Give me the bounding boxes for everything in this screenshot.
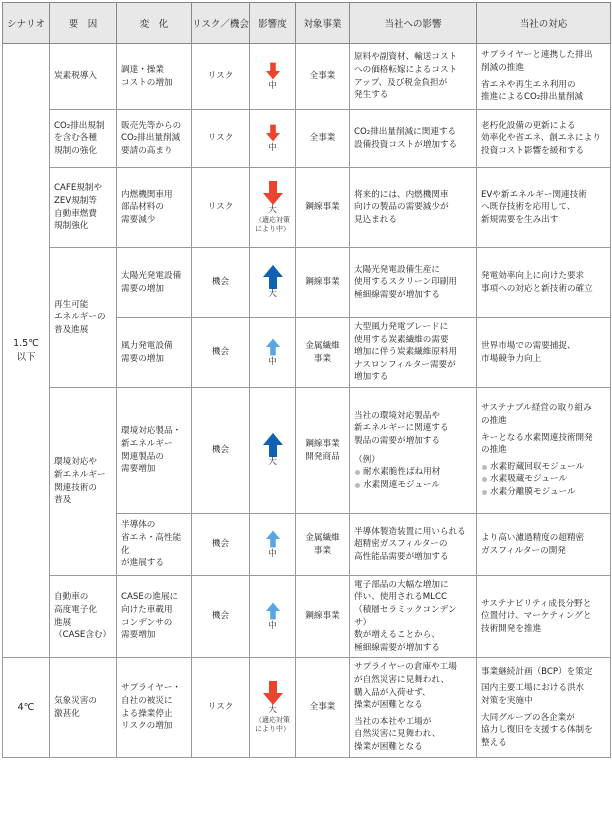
effect-label: 大 [268, 457, 277, 467]
effect-cell [250, 44, 296, 110]
table-row [3, 110, 611, 168]
impact-text: 半導体製造装置に用いられる 超精密ガスフィルターの 高性能品需要が増加する [354, 526, 466, 562]
up-arrow-icon [266, 529, 280, 549]
risk-opportunity-cell: リスク [192, 44, 250, 110]
up-arrow-icon [266, 337, 280, 357]
impact-text: 太陽光発電設備生産に 使用するスクリーン印刷用 極細線需要が増加する [354, 264, 457, 300]
change-cell: CASEの進展に 向けた車載用 コンデンサの 需要増加 [117, 576, 192, 658]
header-risk-opportunity: リスク／機会 [192, 3, 250, 44]
factor-cell: 環境対応や 新エネルギー 関連技術の 普及 [50, 388, 117, 576]
impact-text: 耐水素脆性ばね用材 [354, 466, 472, 479]
impact-cell [350, 110, 477, 168]
impact-text: サプライヤーの倉庫や工場 が自然災害に見舞われ、 購入品が入荷せず、 操業が困難となる [354, 662, 457, 711]
impact-cell [350, 248, 477, 318]
response-text: 大同グループの各企業が 協力し復旧を支援する体制を 整える [481, 712, 593, 748]
factor-cell: 自動車の 高度電子化 進展 （CASE含む） [50, 576, 117, 658]
header-row [3, 3, 611, 44]
header-effect: 影響度 [250, 3, 296, 44]
response-cell [477, 248, 611, 318]
down-arrow-icon [266, 123, 280, 143]
change-cell: サプライヤー・ 自社の被災に よる操業停止 リスクの増加 [117, 658, 192, 758]
effect-note: （適応対策 により中） [255, 216, 290, 233]
impact-text: 将来的には、内燃機関車 向けの製品の需要減少が 見込まれる [354, 189, 449, 225]
response-text: 国内主要工場における洪水 対策を実施中 [481, 683, 585, 706]
down-arrow-icon [266, 61, 280, 81]
effect-label: 中 [268, 143, 277, 153]
effect-label: 中 [268, 549, 277, 559]
effect-cell [250, 110, 296, 168]
response-cell [477, 514, 611, 576]
down-arrow-icon [263, 181, 283, 205]
change-cell: 内燃機関車用 部品材料の 需要減少 [117, 168, 192, 248]
impact-text: 原料や副資材、輸送コスト への価格転嫁によるコスト アップ、及び税金負担が 発生する [354, 52, 458, 101]
factor-cell: 炭素税導入 [50, 44, 117, 110]
header-change: 変 化 [117, 3, 192, 44]
risk-opportunity-cell: リスク [192, 168, 250, 248]
response-text: より高い濾過精度の超精密 ガスフィルターの開発 [481, 532, 585, 556]
impact-cell [350, 44, 477, 110]
table-row [3, 388, 611, 514]
table-row [3, 168, 611, 248]
response-text: サプライヤーと連携した排出 削減の推進 [481, 50, 593, 73]
header-target-business: 対象事業 [296, 3, 350, 44]
effect-label: 大 [268, 705, 277, 715]
target-business-cell: 鋼線事業 [296, 168, 350, 248]
response-text: 発電効率向上に向けた要求 事項への対応と新技術の確立 [481, 270, 593, 294]
risk-opportunity-cell: リスク [192, 658, 250, 758]
response-text: 世界市場での需要捕捉、 市場競争力向上 [481, 340, 576, 364]
risk-opportunity-cell: 機会 [192, 248, 250, 318]
effect-cell [250, 658, 296, 758]
up-arrow-icon [263, 265, 283, 289]
header-scenario: シナリオ [3, 3, 50, 44]
change-cell: 半導体の 省エネ・高性能化 が進展する [117, 514, 192, 576]
factor-cell: CO₂排出規制 を含む各種 規制の強化 [50, 110, 117, 168]
response-cell [477, 168, 611, 248]
effect-cell [250, 318, 296, 388]
risk-opportunity-cell: 機会 [192, 318, 250, 388]
effect-label: 中 [268, 357, 277, 367]
table-row [3, 248, 611, 318]
impact-text: 当社の本社や工場が 自然災害に見舞われ、 操業が困難となる [354, 716, 441, 752]
impact-cell [350, 658, 477, 758]
factor-cell: 再生可能 エネルギーの 普及進展 [50, 248, 117, 388]
response-text: サステナビリティ成長分野と 位置付け、マーケティングと 技術開発を推進 [481, 598, 592, 634]
impact-text: CO₂排出量削減に関連する 設備投資コストが増加する [354, 126, 458, 150]
up-arrow-icon [266, 601, 280, 621]
response-cell [477, 388, 611, 514]
impact-text: 電子部品の大幅な増加に 伴い、使用されるMLCC （積層セラミックコンデンサ） 数が増えることから、 極細線需要が増加する [354, 579, 457, 653]
target-business-cell: 金属繊維 事業 [296, 514, 350, 576]
effect-cell [250, 168, 296, 248]
effect-cell [250, 576, 296, 658]
response-text: 事業継続計画（BCP）を策定 [481, 666, 593, 677]
impact-text: 大型風力発電ブレードに 使用する炭素繊維の需要 増加に伴う炭素繊維原料用 ナスロンフィルター需要が 増加する [354, 322, 458, 383]
table-row [3, 658, 611, 758]
effect-cell [250, 514, 296, 576]
change-cell: 販売先等からの CO₂排出量削減 要請の高まり [117, 110, 192, 168]
response-cell [477, 44, 611, 110]
scenario-cell: 4℃ [3, 658, 50, 758]
effect-label: 大 [268, 205, 277, 215]
effect-label: 大 [268, 289, 277, 299]
target-business-cell: 金属繊維 事業 [296, 318, 350, 388]
response-text: 水素吸蔵モジュール [481, 473, 606, 486]
response-text: 省エネや再生エネ利用の 推進によるCO₂排出量削減 [481, 79, 584, 103]
risk-opportunity-cell: 機会 [192, 576, 250, 658]
target-business-cell: 鋼線事業 [296, 576, 350, 658]
effect-label: 中 [268, 621, 277, 631]
response-text: サステナブル経営の取り組み の推進 [481, 403, 592, 427]
impact-cell [350, 388, 477, 514]
target-business-cell: 鋼線事業 開発商品 [296, 388, 350, 514]
table-row [3, 44, 611, 110]
impact-text: 水素関連モジュール [354, 479, 472, 492]
effect-cell [250, 248, 296, 318]
response-cell [477, 110, 611, 168]
header-factor: 要 因 [50, 3, 117, 44]
target-business-cell: 全事業 [296, 110, 350, 168]
impact-text: （例） [354, 454, 380, 465]
effect-label: 中 [268, 81, 277, 91]
impact-cell [350, 576, 477, 658]
scenario-cell: 1.5℃ 以下 [3, 44, 50, 658]
response-text: 水素貯蔵回収モジュール [481, 461, 606, 474]
change-cell: 風力発電設備 需要の増加 [117, 318, 192, 388]
header-impact: 当社への影響 [350, 3, 477, 44]
response-text: 老朽化設備の更新による 効率化や省エネ、創エネにより 投資コスト影響を緩和する [481, 120, 601, 156]
scenario-table [2, 2, 611, 758]
target-business-cell: 鋼線事業 [296, 248, 350, 318]
response-cell [477, 658, 611, 758]
risk-opportunity-cell: 機会 [192, 388, 250, 514]
factor-cell: 気象災害の 激甚化 [50, 658, 117, 758]
header-response: 当社の対応 [477, 3, 611, 44]
response-text: キーとなる水素関連技術開発 の推進 [481, 432, 593, 456]
target-business-cell: 全事業 [296, 658, 350, 758]
impact-cell [350, 514, 477, 576]
impact-cell [350, 168, 477, 248]
table-row [3, 576, 611, 658]
impact-cell [350, 318, 477, 388]
effect-note: （適応対策 により中） [255, 716, 290, 733]
response-text: 水素分離膜モジュール [481, 486, 606, 499]
change-cell: 環境対応製品・ 新エネルギー 関連製品の 需要増加 [117, 388, 192, 514]
factor-cell: CAFE規制や ZEV規制等 自動車燃費 規制強化 [50, 168, 117, 248]
response-cell [477, 318, 611, 388]
response-text: EVや新エネルギー関連技術 へ既存技術を応用して、 新規需要を生み出す [481, 189, 587, 225]
up-arrow-icon [263, 433, 283, 457]
down-arrow-icon [263, 681, 283, 705]
impact-text: 当社の環境対応製品や 新エネルギーに関連する 製品の需要が増加する [354, 410, 449, 446]
response-cell [477, 576, 611, 658]
change-cell: 調達・操業 コストの増加 [117, 44, 192, 110]
risk-opportunity-cell: 機会 [192, 514, 250, 576]
change-cell: 太陽光発電設備 需要の増加 [117, 248, 192, 318]
risk-opportunity-cell: リスク [192, 110, 250, 168]
target-business-cell: 全事業 [296, 44, 350, 110]
effect-cell [250, 388, 296, 514]
